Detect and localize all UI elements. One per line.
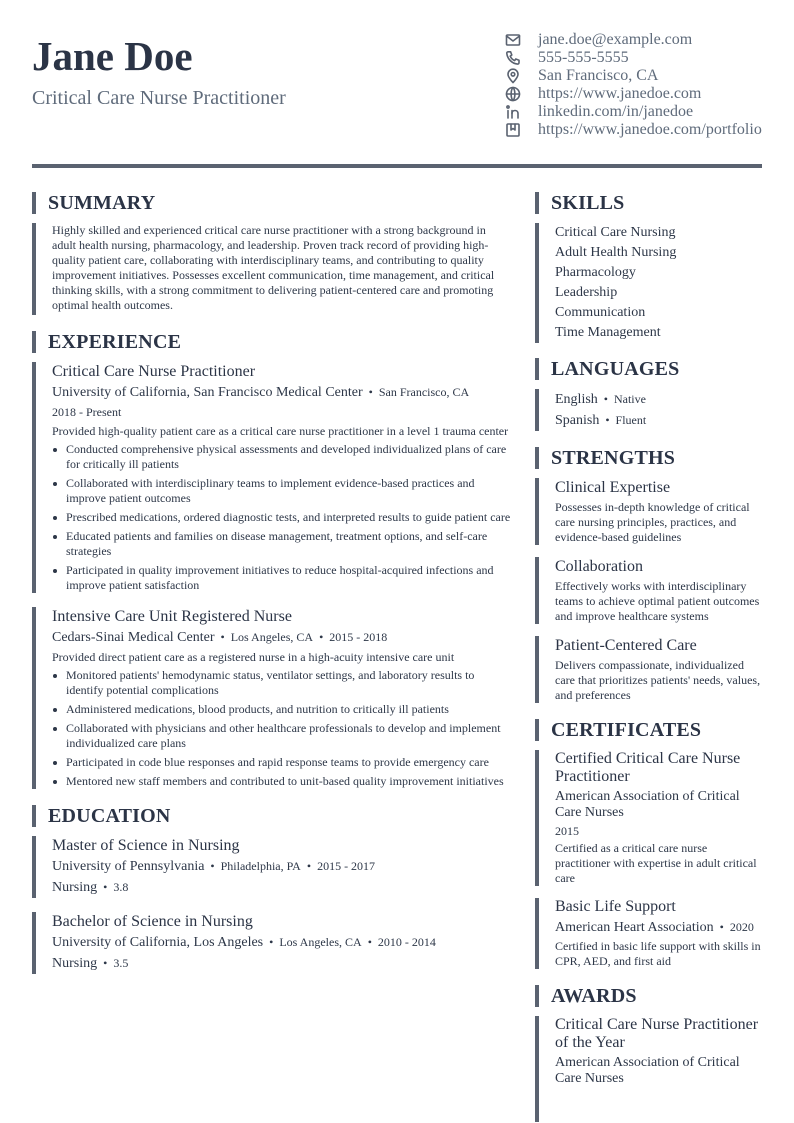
- school-dates: 2010 - 2014: [377, 935, 436, 949]
- certificate-description: Certified in basic life support with skills in CPR, AED, and first aid: [555, 939, 761, 968]
- skill-item: Leadership: [555, 285, 618, 300]
- separator-dot: •: [367, 935, 372, 949]
- skill-item: Time Management: [555, 325, 661, 340]
- contact-portfolio-text[interactable]: https://www.janedoe.com/portfolio: [538, 121, 762, 138]
- school-name: University of Pennsylvania: [52, 859, 205, 874]
- skill-item: Adult Health Nursing: [555, 245, 677, 260]
- skill-item: Communication: [555, 305, 646, 320]
- list-item: Educated patients and families on disease management, treatment options, and self-care strategies: [52, 529, 512, 559]
- list-item: Conducted comprehensive physical assessments and developed individualized plans of care for critically ill patients: [52, 442, 512, 472]
- job-org-line: [52, 627, 512, 648]
- languages-heading: LANGUAGES: [535, 358, 763, 380]
- list-item: Collaborated with interdisciplinary teams to implement evidence-based practices and improve patient outcomes: [52, 476, 512, 506]
- list-item: Participated in code blue responses and rapid response teams to provide emergency care: [52, 755, 512, 770]
- school-line: [52, 856, 512, 877]
- contact-email[interactable]: [505, 31, 762, 49]
- separator-dot: •: [103, 956, 108, 970]
- separator-dot: •: [210, 859, 215, 873]
- strength-item: [535, 478, 763, 545]
- job-title: Critical Care Nurse Practitioner: [52, 363, 256, 380]
- list-item: Participated in quality improvement initiatives to reduce hospital-acquired infections and improve patient satisfaction: [52, 563, 512, 593]
- phone-icon: [505, 50, 521, 66]
- separator-dot: •: [719, 920, 724, 934]
- school-location: Philadelphia, PA: [220, 859, 301, 873]
- contact-linkedin-text[interactable]: linkedin.com/in/janedoe: [538, 103, 694, 120]
- right-column: [535, 192, 763, 1122]
- award-issuer: American Association of Critical Care Nurses: [555, 1055, 740, 1086]
- summary-heading: SUMMARY: [32, 192, 512, 214]
- strength-title: Patient-Centered Care: [555, 637, 697, 654]
- summary-text: Highly skilled and experienced critical care nurse practitioner with a strong background in adult health nursing, pharmacology, and leadership. Proven track record of providing high-quality patient care, collaborating with interdisciplinary teams, and contributing to quality improvement initiatives. Possesses excellent communication, time management, and critical thinking skills, with a strong commitment to delivering patient-centered care and promoting optimal health outcomes.: [52, 223, 495, 312]
- job-title: Intensive Care Unit Registered Nurse: [52, 608, 292, 625]
- contact-website-text[interactable]: https://www.janedoe.com: [538, 85, 702, 102]
- strength-description: Delivers compassionate, individualized care that prioritizes patients' needs, values, and preferences: [555, 658, 761, 702]
- language-item: [555, 389, 763, 410]
- separator-dot: •: [306, 859, 312, 873]
- job-dates: 2015 - 2018: [329, 630, 388, 644]
- contact-portfolio[interactable]: [505, 121, 762, 139]
- strength-item: [535, 636, 763, 703]
- skills-heading: SKILLS: [535, 192, 763, 214]
- certificate-year: 2020: [729, 920, 754, 934]
- job-org-line: [52, 382, 512, 403]
- candidate-name: Jane Doe: [32, 33, 193, 79]
- certificate-issuer: American Heart Association: [555, 920, 714, 935]
- contact-phone-text[interactable]: 555-555-5555: [538, 49, 629, 66]
- resume-header: [32, 0, 762, 168]
- list-item: Monitored patients' hemodynamic status, ventilator settings, and laboratory results to identify potential complications: [52, 668, 512, 698]
- certificate-title: Basic Life Support: [555, 898, 676, 915]
- skills-section: [535, 223, 763, 343]
- experience-entry: [32, 607, 512, 789]
- contact-phone[interactable]: [505, 49, 762, 67]
- field-of-study: Nursing: [52, 956, 98, 971]
- job-location: Los Angeles, CA: [230, 630, 314, 644]
- summary-section: [32, 223, 512, 315]
- separator-dot: •: [319, 630, 324, 644]
- gpa: 3.5: [113, 956, 129, 970]
- separator-dot: •: [220, 630, 225, 644]
- field-of-study: Nursing: [52, 880, 98, 895]
- list-item: Mentored new staff members and contributed to unit-based quality improvement initiatives: [52, 774, 512, 789]
- school-name: University of California, Los Angeles: [52, 935, 264, 950]
- location-pin-icon: [505, 68, 521, 84]
- contact-location: [505, 67, 762, 85]
- job-description: Provided direct patient care as a registered nurse in a high-acuity intensive care unit: [52, 650, 455, 664]
- job-dates: 2018 - Present: [52, 405, 122, 419]
- experience-entry: [32, 362, 512, 593]
- language-item: [555, 410, 763, 431]
- separator-dot: •: [368, 385, 373, 399]
- strength-title: Clinical Expertise: [555, 479, 671, 496]
- list-item: Administered medications, blood products, and nutrition to critically ill patients: [52, 702, 512, 717]
- certificate-issuer-line: [555, 919, 763, 936]
- contact-linkedin[interactable]: [505, 103, 762, 121]
- awards-heading: AWARDS: [535, 985, 763, 1007]
- left-column: [32, 192, 512, 974]
- contact-location-text: San Francisco, CA: [538, 67, 659, 84]
- certificate-item: [535, 750, 763, 886]
- experience-heading: EXPERIENCE: [32, 331, 512, 353]
- language-level: Native: [613, 392, 646, 406]
- degree-title: Master of Science in Nursing: [52, 837, 240, 854]
- strengths-heading: STRENGTHS: [535, 447, 763, 469]
- certificate-year: 2015: [555, 824, 579, 838]
- field-line: [52, 953, 512, 974]
- separator-dot: •: [605, 413, 610, 427]
- contact-website[interactable]: [505, 85, 762, 103]
- strength-description: Effectively works with interdisciplinary teams to achieve optimal patient outcomes and improve healthcare systems: [555, 579, 760, 623]
- skill-item: Pharmacology: [555, 265, 636, 280]
- award-title: Critical Care Nurse Practitioner of the Year: [555, 1016, 759, 1051]
- certificates-heading: CERTIFICATES: [535, 719, 763, 741]
- education-entry: [32, 912, 512, 974]
- certificate-issuer: American Association of Critical Care Nurses: [555, 789, 740, 820]
- email-icon: [505, 32, 521, 48]
- certificate-description: Certified as a critical care nurse practitioner with expertise in adult critical care: [555, 841, 757, 885]
- certificate-title: Certified Critical Care Nurse Practitioner: [555, 750, 741, 785]
- portfolio-icon: [505, 122, 521, 138]
- certificate-item: [535, 898, 763, 969]
- skill-item: Critical Care Nursing: [555, 225, 676, 240]
- job-bullets: [52, 442, 512, 593]
- contact-list: [505, 31, 762, 139]
- gpa: 3.8: [113, 880, 129, 894]
- field-line: [52, 877, 512, 898]
- education-heading: EDUCATION: [32, 805, 512, 827]
- job-org: Cedars-Sinai Medical Center: [52, 630, 215, 645]
- candidate-title: Critical Care Nurse Practitioner: [32, 87, 286, 109]
- separator-dot: •: [103, 880, 108, 894]
- language-name: English: [555, 392, 598, 407]
- language-name: Spanish: [555, 413, 600, 428]
- languages-section: [535, 389, 763, 431]
- language-level: Fluent: [615, 413, 647, 427]
- contact-email-text[interactable]: jane.doe@example.com: [538, 31, 693, 48]
- strength-item: [535, 557, 763, 624]
- degree-title: Bachelor of Science in Nursing: [52, 913, 253, 930]
- separator-dot: •: [603, 392, 608, 406]
- school-location: Los Angeles, CA: [279, 935, 362, 949]
- strength-description: Possesses in-depth knowledge of critical care nursing principles, practices, and evidence-based guidelines: [555, 500, 750, 544]
- linkedin-icon: [505, 104, 521, 120]
- school-dates: 2015 - 2017: [317, 859, 376, 873]
- separator-dot: •: [269, 935, 274, 949]
- job-location: San Francisco, CA: [378, 385, 470, 399]
- job-bullets: [52, 668, 512, 789]
- job-org: University of California, San Francisco Medical Center: [52, 385, 363, 400]
- award-item: [535, 1016, 763, 1122]
- globe-icon: [505, 86, 521, 102]
- list-item: Collaborated with physicians and other healthcare professionals to develop and implement individualized care plans: [52, 721, 512, 751]
- list-item: Prescribed medications, ordered diagnostic tests, and interpreted results to guide patient care: [52, 510, 512, 525]
- school-line: [52, 932, 512, 953]
- job-description: Provided high-quality patient care as a critical care nurse practitioner in a level 1 trauma center: [52, 424, 509, 438]
- strength-title: Collaboration: [555, 558, 643, 575]
- education-entry: [32, 836, 512, 898]
